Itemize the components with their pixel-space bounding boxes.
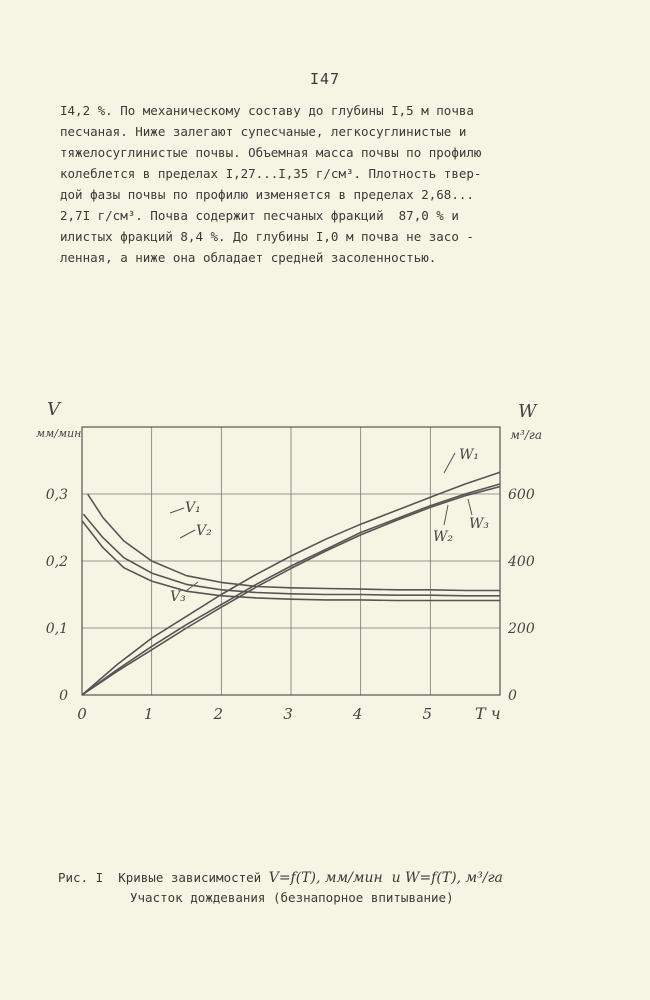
x-tick-label: 2 bbox=[213, 705, 224, 723]
paragraph-line: тяжелосуглинистые почвы. Объемная масса почвы по профилю bbox=[60, 145, 482, 160]
x-axis-label: T ч bbox=[475, 704, 501, 723]
x-tick-label: 1 bbox=[143, 705, 154, 723]
y-right-tick-label: 200 bbox=[508, 621, 535, 637]
y-right-tick-label: 400 bbox=[508, 554, 535, 570]
page-number: I47 bbox=[309, 70, 341, 88]
y-left-tick-label: 0,3 bbox=[45, 487, 68, 503]
paragraph-line: илистых фракций 8,4 %. До глубины I,0 м почва не засо - bbox=[60, 229, 474, 244]
chart-ticks bbox=[46, 487, 535, 723]
curve-label-w1: W₁ bbox=[459, 447, 480, 463]
leader-w3 bbox=[468, 499, 472, 515]
y-right-axis-symbol: W bbox=[518, 401, 537, 422]
paragraph-line: дой фазы почвы по профилю изменяется в пределах 2,68... bbox=[60, 187, 474, 202]
paragraph-line: колеблется в пределах I,27...I,35 г/см³. Плотность твер- bbox=[60, 166, 482, 181]
y-right-axis-unit: м³/га bbox=[510, 428, 543, 442]
leader-w2 bbox=[444, 505, 448, 525]
x-tick-label: 3 bbox=[283, 705, 293, 723]
y-left-axis-symbol: V bbox=[47, 399, 60, 420]
curve-label-v3: V₃ bbox=[170, 589, 186, 605]
paragraph-line: I4,2 %. По механическому составу до глубины I,5 м почва bbox=[60, 103, 474, 118]
body-paragraph bbox=[60, 100, 605, 268]
caption-prefix: Рис. I Кривые зависимостей bbox=[58, 870, 269, 885]
figure-caption-line1 bbox=[58, 870, 503, 886]
paragraph-line: песчаная. Ниже залегают супесчаные, легкосуглинистые и bbox=[60, 124, 467, 139]
x-tick-label: 4 bbox=[352, 705, 363, 723]
y-left-axis-unit: мм/мин bbox=[36, 427, 82, 440]
paragraph-line: 2,7I г/см³. Почва содержит песчаных фракций 87,0 % и bbox=[60, 208, 459, 223]
curve-label-w2: W₂ bbox=[433, 529, 454, 545]
caption-formula: V=f(T), мм/мин и W=f(T), м³/га bbox=[268, 870, 503, 886]
x-tick-label: 0 bbox=[77, 705, 87, 723]
leader-v2 bbox=[180, 530, 195, 538]
x-tick-label: 5 bbox=[422, 705, 433, 723]
curve-label-v1: V₁ bbox=[185, 500, 201, 516]
y-left-tick-label: 0,2 bbox=[45, 554, 68, 570]
infiltration-chart bbox=[0, 395, 650, 745]
leader-v1 bbox=[170, 508, 184, 513]
curve-label-v2: V₂ bbox=[196, 523, 212, 539]
y-left-tick-label: 0 bbox=[59, 688, 68, 704]
y-right-tick-label: 0 bbox=[508, 688, 517, 704]
y-left-tick-label: 0,1 bbox=[45, 621, 68, 637]
figure-caption-line2: Участок дождевания (безнапорное впитывание) bbox=[130, 890, 454, 905]
y-right-tick-label: 600 bbox=[508, 487, 535, 503]
curve-label-w3: W₃ bbox=[469, 516, 490, 532]
leader-w1 bbox=[444, 453, 455, 473]
paragraph-line: ленная, а ниже она обладает средней засоленностью. bbox=[60, 250, 437, 265]
